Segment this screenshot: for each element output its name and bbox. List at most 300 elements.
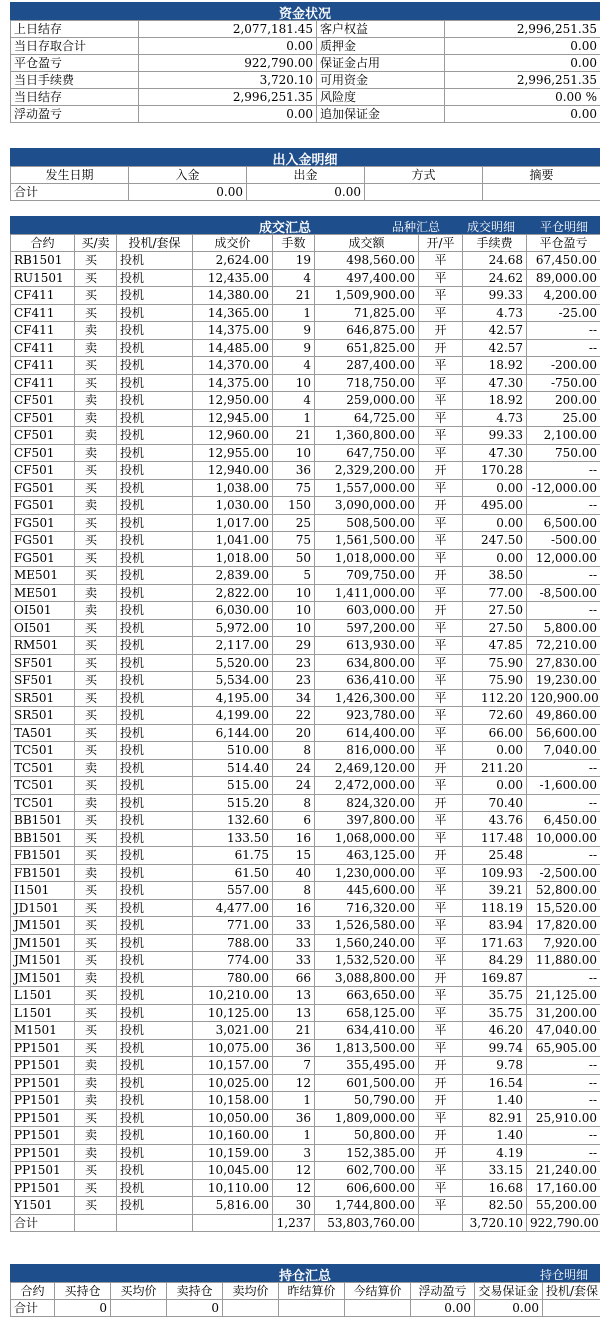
trade-qty: 24: [273, 759, 315, 777]
trades-column-header: 投机/套保: [117, 235, 193, 252]
trade-hedge: 投机: [117, 619, 193, 637]
inout-total-in: 0.00: [129, 184, 247, 201]
trade-pnl: 55,200.00: [527, 1197, 600, 1215]
trade-contract: PP1501: [11, 1179, 75, 1197]
trade-side: 卖: [75, 584, 117, 602]
trade-openclose: 开: [419, 759, 463, 777]
trade-contract: RB1501: [11, 252, 75, 270]
trade-openclose: 开: [419, 847, 463, 865]
positions-title: 持仓汇总: [278, 1269, 331, 1284]
trade-pnl: 750.00: [527, 444, 600, 462]
trade-qty: 40: [273, 864, 315, 882]
positions-column-header: 今结算价: [345, 1283, 411, 1300]
trade-price: 12,435.00: [193, 269, 273, 287]
table-row: [11, 392, 600, 410]
trade-amount: 498,560.00: [315, 252, 419, 270]
trade-pnl: 120,900.00: [527, 689, 600, 707]
trade-contract: FB1501: [11, 847, 75, 865]
inout-section: [10, 148, 600, 201]
trade-side: 卖: [75, 497, 117, 515]
funds-section: [10, 2, 600, 123]
trade-fee: 1.40: [463, 1127, 527, 1145]
trade-hedge: 投机: [117, 304, 193, 322]
trade-hedge: 投机: [117, 252, 193, 270]
trade-openclose: 平: [419, 1039, 463, 1057]
trade-price: 133.50: [193, 829, 273, 847]
trade-amount: 3,090,000.00: [315, 497, 419, 515]
trade-hedge: 投机: [117, 689, 193, 707]
table-row: [11, 637, 600, 655]
trade-fee: 0.00: [463, 479, 527, 497]
trade-contract: CF501: [11, 462, 75, 480]
trade-price: 4,199.00: [193, 707, 273, 725]
trade-qty: 5: [273, 567, 315, 585]
funds-label: 当日存取合计: [11, 38, 139, 55]
trade-price: 1,017.00: [193, 514, 273, 532]
trade-qty: 8: [273, 794, 315, 812]
trade-openclose: 开: [419, 602, 463, 620]
trade-contract: SF501: [11, 672, 75, 690]
trade-contract: SR501: [11, 689, 75, 707]
trade-price: 2,117.00: [193, 637, 273, 655]
trade-pnl: --: [527, 969, 600, 987]
trade-amount: 2,469,120.00: [315, 759, 419, 777]
trade-fee: 46.20: [463, 1022, 527, 1040]
trade-hedge: 投机: [117, 847, 193, 865]
trade-openclose: 平: [419, 1109, 463, 1127]
trade-qty: 1: [273, 409, 315, 427]
funds-value: 2,996,251.35: [139, 89, 317, 106]
trades-total-qty: 1,237: [273, 1214, 315, 1232]
trades-column-header: 手续费: [463, 235, 527, 252]
trade-price: 10,125.00: [193, 1004, 273, 1022]
trade-hedge: 投机: [117, 1092, 193, 1110]
trade-contract: CF501: [11, 427, 75, 445]
trade-amount: 1,809,000.00: [315, 1109, 419, 1127]
trade-hedge: 投机: [117, 829, 193, 847]
trade-qty: 30: [273, 1197, 315, 1215]
variety-summary-link[interactable]: 品种汇总: [392, 220, 441, 234]
positions-total-margin: 0.00: [475, 1300, 543, 1317]
trade-side: 买: [75, 777, 117, 795]
table-row: [11, 444, 600, 462]
trade-contract: JM1501: [11, 952, 75, 970]
trade-fee: 38.50: [463, 567, 527, 585]
trade-price: 10,045.00: [193, 1162, 273, 1180]
trade-pnl: -1,600.00: [527, 777, 600, 795]
trade-qty: 36: [273, 1109, 315, 1127]
trade-openclose: 平: [419, 427, 463, 445]
trade-side: 买: [75, 689, 117, 707]
trade-fee: 112.20: [463, 689, 527, 707]
trade-side: 买: [75, 707, 117, 725]
trade-qty: 75: [273, 532, 315, 550]
trade-side: 卖: [75, 794, 117, 812]
trade-fee: 27.50: [463, 602, 527, 620]
trade-pnl: 52,800.00: [527, 882, 600, 900]
inout-column-header: 方式: [365, 167, 483, 184]
trade-price: 5,972.00: [193, 619, 273, 637]
trade-amount: 445,600.00: [315, 882, 419, 900]
trade-contract: PP1501: [11, 1127, 75, 1145]
trade-side: 买: [75, 514, 117, 532]
trade-openclose: 平: [419, 1179, 463, 1197]
trades-total-blank: [75, 1214, 117, 1232]
trade-amount: 1,018,000.00: [315, 549, 419, 567]
trade-fee: 171.63: [463, 934, 527, 952]
trade-openclose: 平: [419, 549, 463, 567]
trade-hedge: 投机: [117, 987, 193, 1005]
trade-qty: 7: [273, 1057, 315, 1075]
trade-qty: 23: [273, 672, 315, 690]
trade-openclose: 平: [419, 409, 463, 427]
trade-contract: TC501: [11, 777, 75, 795]
trade-fee: 47.30: [463, 444, 527, 462]
positions-total-label: 合计: [11, 1300, 55, 1317]
trade-contract: ME501: [11, 567, 75, 585]
trade-amount: 634,410.00: [315, 1022, 419, 1040]
funds-title: 资金状况: [278, 7, 331, 22]
trade-hedge: 投机: [117, 514, 193, 532]
trade-amount: 646,875.00: [315, 322, 419, 340]
trade-price: 12,950.00: [193, 392, 273, 410]
trade-pnl: --: [527, 1144, 600, 1162]
trade-pnl: 89,000.00: [527, 269, 600, 287]
trade-qty: 15: [273, 847, 315, 865]
trade-fee: 4.73: [463, 304, 527, 322]
trade-hedge: 投机: [117, 1004, 193, 1022]
trade-openclose: 开: [419, 969, 463, 987]
positions-column-header: 卖持仓: [167, 1283, 223, 1300]
trade-qty: 19: [273, 252, 315, 270]
inout-column-header: 入金: [129, 167, 247, 184]
trade-hedge: 投机: [117, 1179, 193, 1197]
table-row: [11, 1092, 600, 1110]
table-row: [11, 882, 600, 900]
trade-pnl: --: [527, 567, 600, 585]
trade-fee: 99.33: [463, 287, 527, 305]
trade-qty: 4: [273, 392, 315, 410]
trade-contract: FB1501: [11, 864, 75, 882]
inout-total-row: [11, 184, 600, 201]
trade-fee: 75.90: [463, 672, 527, 690]
trade-side: 买: [75, 672, 117, 690]
trade-qty: 29: [273, 637, 315, 655]
funds-row: [11, 55, 600, 72]
funds-label: 保证金占用: [317, 55, 445, 72]
trade-amount: 397,800.00: [315, 812, 419, 830]
trade-price: 5,534.00: [193, 672, 273, 690]
trade-side: 买: [75, 934, 117, 952]
trade-amount: 259,000.00: [315, 392, 419, 410]
inout-column-header: 摘要: [483, 167, 600, 184]
trade-pnl: 4,200.00: [527, 287, 600, 305]
trade-side: 买: [75, 829, 117, 847]
trade-qty: 13: [273, 987, 315, 1005]
close-detail-link[interactable]: 平仓明细: [540, 220, 589, 234]
positions-section: [10, 1264, 600, 1317]
trade-fee: 1.40: [463, 1092, 527, 1110]
trade-amount: 606,600.00: [315, 1179, 419, 1197]
trade-amount: 651,825.00: [315, 339, 419, 357]
table-row: [11, 1004, 600, 1022]
trade-hedge: 投机: [117, 917, 193, 935]
trade-side: 买: [75, 812, 117, 830]
funds-label: 浮动盈亏: [11, 106, 139, 123]
trade-hedge: 投机: [117, 444, 193, 462]
trade-amount: 603,000.00: [315, 602, 419, 620]
trade-fee: 0.00: [463, 514, 527, 532]
table-row: [11, 374, 600, 392]
trade-detail-link[interactable]: 成交明细: [467, 220, 516, 234]
trade-side: 卖: [75, 759, 117, 777]
trade-hedge: 投机: [117, 1022, 193, 1040]
trade-side: 买: [75, 1197, 117, 1215]
table-row: [11, 339, 600, 357]
trade-openclose: 开: [419, 794, 463, 812]
table-row: [11, 619, 600, 637]
trades-total-blank: [419, 1214, 463, 1232]
trade-side: 买: [75, 619, 117, 637]
trades-column-header: 合约: [11, 235, 75, 252]
positions-total-row: [11, 1300, 600, 1317]
funds-value: 0.00: [139, 106, 317, 123]
trade-hedge: 投机: [117, 339, 193, 357]
trade-hedge: 投机: [117, 1162, 193, 1180]
table-row: [11, 1074, 600, 1092]
trade-price: 10,160.00: [193, 1127, 273, 1145]
table-row: [11, 1179, 600, 1197]
table-row: [11, 409, 600, 427]
trade-contract: CF411: [11, 339, 75, 357]
trade-openclose: 平: [419, 689, 463, 707]
trades-column-header: 手数: [273, 235, 315, 252]
table-row: [11, 584, 600, 602]
trade-hedge: 投机: [117, 392, 193, 410]
trade-amount: 1,426,300.00: [315, 689, 419, 707]
trade-fee: 42.57: [463, 339, 527, 357]
trade-contract: SR501: [11, 707, 75, 725]
trade-amount: 152,385.00: [315, 1144, 419, 1162]
trade-pnl: --: [527, 847, 600, 865]
trade-qty: 25: [273, 514, 315, 532]
trade-hedge: 投机: [117, 882, 193, 900]
trade-pnl: 7,040.00: [527, 742, 600, 760]
trade-openclose: 平: [419, 917, 463, 935]
funds-value: 0.00: [445, 38, 600, 55]
trade-pnl: --: [527, 322, 600, 340]
trade-amount: 1,557,000.00: [315, 479, 419, 497]
trade-side: 卖: [75, 1057, 117, 1075]
trade-contract: L1501: [11, 1004, 75, 1022]
trade-side: 买: [75, 952, 117, 970]
trade-pnl: --: [527, 794, 600, 812]
positions-column-header: 卖均价: [223, 1283, 279, 1300]
trade-amount: 636,410.00: [315, 672, 419, 690]
trade-hedge: 投机: [117, 794, 193, 812]
trade-amount: 463,125.00: [315, 847, 419, 865]
positions-total-sellavg: [223, 1300, 279, 1317]
table-row: [11, 549, 600, 567]
trade-hedge: 投机: [117, 759, 193, 777]
trade-price: 2,624.00: [193, 252, 273, 270]
table-row: [11, 847, 600, 865]
table-row: [11, 1109, 600, 1127]
trade-contract: PP1501: [11, 1039, 75, 1057]
trade-fee: 27.50: [463, 619, 527, 637]
trade-price: 10,110.00: [193, 1179, 273, 1197]
trade-pnl: 65,905.00: [527, 1039, 600, 1057]
trade-side: 买: [75, 549, 117, 567]
trade-contract: OI501: [11, 602, 75, 620]
trade-contract: FG501: [11, 479, 75, 497]
funds-value: 0.00: [139, 38, 317, 55]
trade-amount: 1,560,240.00: [315, 934, 419, 952]
trades-column-header: 买/卖: [75, 235, 117, 252]
trade-hedge: 投机: [117, 357, 193, 375]
trade-fee: 99.74: [463, 1039, 527, 1057]
trade-price: 10,210.00: [193, 987, 273, 1005]
trade-fee: 24.62: [463, 269, 527, 287]
table-row: [11, 357, 600, 375]
funds-row: [11, 72, 600, 89]
trade-amount: 50,800.00: [315, 1127, 419, 1145]
table-row: [11, 864, 600, 882]
funds-row: [11, 106, 600, 123]
trade-pnl: 72,210.00: [527, 637, 600, 655]
trade-price: 6,144.00: [193, 724, 273, 742]
trade-contract: FG501: [11, 497, 75, 515]
trade-side: 买: [75, 1109, 117, 1127]
inout-total-label: 合计: [11, 184, 129, 201]
trade-pnl: 25.00: [527, 409, 600, 427]
trade-price: 14,365.00: [193, 304, 273, 322]
trades-total-fee: 3,720.10: [463, 1214, 527, 1232]
trade-hedge: 投机: [117, 864, 193, 882]
trade-openclose: 开: [419, 1074, 463, 1092]
trade-openclose: 平: [419, 514, 463, 532]
trade-pnl: --: [527, 1057, 600, 1075]
trade-contract: RU1501: [11, 269, 75, 287]
trade-hedge: 投机: [117, 287, 193, 305]
trade-hedge: 投机: [117, 969, 193, 987]
table-row: [11, 899, 600, 917]
trade-side: 买: [75, 917, 117, 935]
trade-amount: 1,561,500.00: [315, 532, 419, 550]
trade-openclose: 开: [419, 497, 463, 515]
trade-price: 12,960.00: [193, 427, 273, 445]
table-row: [11, 479, 600, 497]
table-row: [11, 322, 600, 340]
trade-openclose: 平: [419, 637, 463, 655]
funds-label: 质押金: [317, 38, 445, 55]
trade-amount: 1,509,900.00: [315, 287, 419, 305]
trade-contract: CF501: [11, 409, 75, 427]
trade-qty: 21: [273, 287, 315, 305]
table-row: [11, 269, 600, 287]
trade-side: 卖: [75, 322, 117, 340]
trade-side: 买: [75, 304, 117, 322]
trade-openclose: 平: [419, 1162, 463, 1180]
funds-row: [11, 38, 600, 55]
trade-fee: 35.75: [463, 1004, 527, 1022]
trade-amount: 602,700.00: [315, 1162, 419, 1180]
trade-price: 14,485.00: [193, 339, 273, 357]
trade-side: 买: [75, 1162, 117, 1180]
trade-contract: PP1501: [11, 1162, 75, 1180]
funds-label: 平仓盈亏: [11, 55, 139, 72]
trade-qty: 36: [273, 1039, 315, 1057]
trade-side: 买: [75, 357, 117, 375]
positions-total-prevsettle: [279, 1300, 345, 1317]
trade-openclose: 平: [419, 374, 463, 392]
trade-qty: 24: [273, 777, 315, 795]
trade-pnl: -2,500.00: [527, 864, 600, 882]
funds-value: 2,996,251.35: [445, 21, 600, 38]
trade-fee: 70.40: [463, 794, 527, 812]
trade-price: 4,195.00: [193, 689, 273, 707]
trade-fee: 0.00: [463, 549, 527, 567]
trade-price: 1,038.00: [193, 479, 273, 497]
trade-contract: L1501: [11, 987, 75, 1005]
trade-hedge: 投机: [117, 952, 193, 970]
trade-price: 557.00: [193, 882, 273, 900]
funds-header: [10, 2, 600, 20]
trade-amount: 647,750.00: [315, 444, 419, 462]
table-row: [11, 969, 600, 987]
trade-price: 14,375.00: [193, 374, 273, 392]
trade-price: 5,520.00: [193, 654, 273, 672]
positions-table: [10, 1282, 600, 1317]
trade-openclose: 平: [419, 707, 463, 725]
trade-contract: TC501: [11, 742, 75, 760]
inout-total-method: [365, 184, 483, 201]
position-detail-link[interactable]: 持仓明细: [540, 1268, 589, 1282]
trade-hedge: 投机: [117, 724, 193, 742]
trades-column-header: 成交额: [315, 235, 419, 252]
trade-pnl: --: [527, 602, 600, 620]
inout-title: 出入金明细: [272, 153, 338, 168]
trade-hedge: 投机: [117, 777, 193, 795]
trade-hedge: 投机: [117, 602, 193, 620]
trade-openclose: 平: [419, 777, 463, 795]
trade-amount: 1,526,580.00: [315, 917, 419, 935]
trade-side: 买: [75, 1004, 117, 1022]
trade-price: 14,375.00: [193, 322, 273, 340]
trade-pnl: -750.00: [527, 374, 600, 392]
trade-amount: 634,800.00: [315, 654, 419, 672]
trade-price: 10,157.00: [193, 1057, 273, 1075]
trade-side: 卖: [75, 1144, 117, 1162]
trade-openclose: 平: [419, 1004, 463, 1022]
funds-value: 0.00: [445, 106, 600, 123]
trade-fee: 9.78: [463, 1057, 527, 1075]
trade-fee: 47.30: [463, 374, 527, 392]
trade-contract: M1501: [11, 1022, 75, 1040]
trade-amount: 597,200.00: [315, 619, 419, 637]
trade-side: 买: [75, 1022, 117, 1040]
table-row: [11, 654, 600, 672]
table-row: [11, 672, 600, 690]
positions-column-header: 昨结算价: [279, 1283, 345, 1300]
trade-fee: 35.75: [463, 987, 527, 1005]
trade-openclose: 开: [419, 1127, 463, 1145]
trades-section: [10, 216, 600, 1232]
trade-pnl: 10,000.00: [527, 829, 600, 847]
table-row: [11, 1022, 600, 1040]
trade-fee: 495.00: [463, 497, 527, 515]
positions-total-settle: [345, 1300, 411, 1317]
